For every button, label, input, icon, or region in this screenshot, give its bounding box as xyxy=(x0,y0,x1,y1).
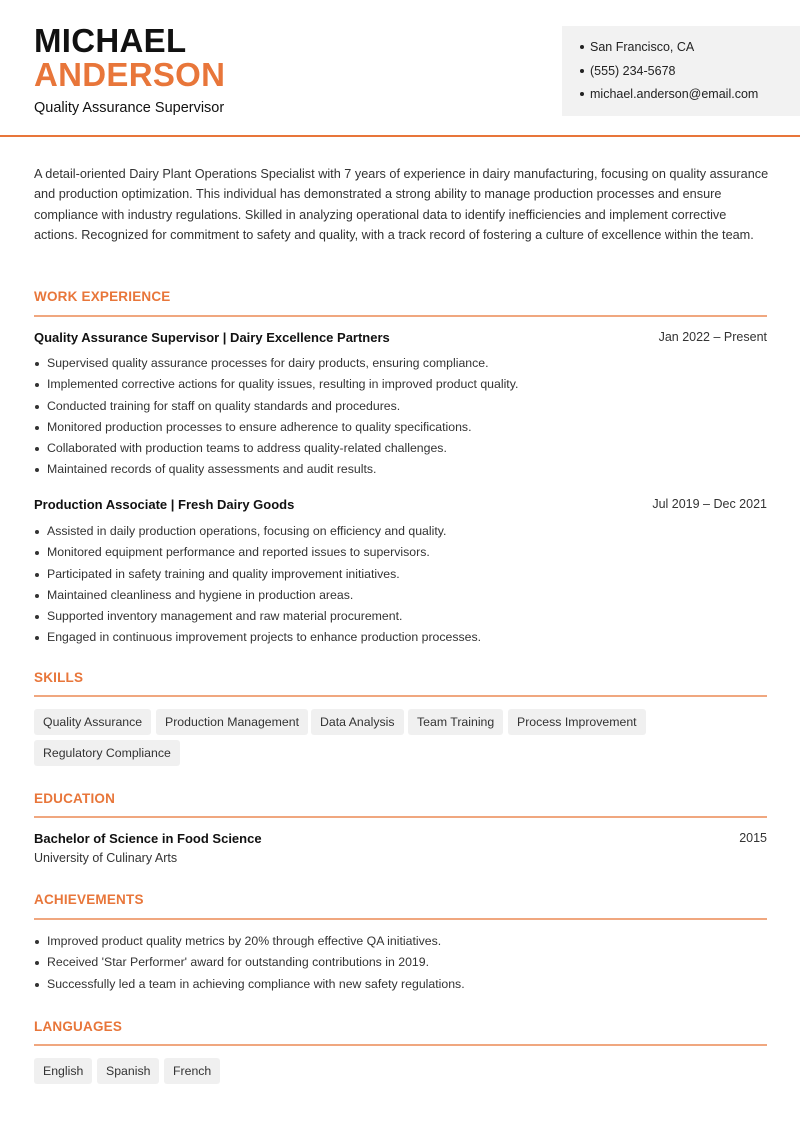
section-divider xyxy=(34,1044,767,1046)
skill-chip: Production Management xyxy=(156,709,308,735)
list-item: Maintained records of quality assessments and audit results. xyxy=(34,461,767,482)
section-title-achievements: ACHIEVEMENTS xyxy=(34,892,144,907)
skill-chip: Data Analysis xyxy=(311,709,404,735)
skill-chip: Regulatory Compliance xyxy=(34,740,180,766)
list-item: Assisted in daily production operations, focusing on efficiency and quality. xyxy=(34,523,767,544)
job-dates: Jul 2019 – Dec 2021 xyxy=(652,497,767,511)
skill-chip: Process Improvement xyxy=(508,709,646,735)
contact-email[interactable]: michael.anderson@email.com xyxy=(580,85,800,109)
contact-box xyxy=(562,26,800,116)
language-chip: English xyxy=(34,1058,92,1084)
section-title-work: WORK EXPERIENCE xyxy=(34,289,171,304)
language-chip: Spanish xyxy=(97,1058,159,1084)
job-title: Quality Assurance Supervisor xyxy=(34,100,225,116)
section-title-skills: SKILLS xyxy=(34,670,84,685)
job-bullets xyxy=(34,523,767,651)
list-item: Monitored production processes to ensure adherence to quality specifications. xyxy=(34,419,767,440)
list-item: Successfully led a team in achieving compliance with new safety regulations. xyxy=(34,976,767,997)
resume-header xyxy=(0,0,800,137)
list-item: Maintained cleanliness and hygiene in production areas. xyxy=(34,587,767,608)
list-item: Collaborated with production teams to address quality-related challenges. xyxy=(34,440,767,461)
list-item: Conducted training for staff on quality standards and procedures. xyxy=(34,398,767,419)
job-header xyxy=(34,330,767,348)
section-title-education: EDUCATION xyxy=(34,791,116,806)
list-item: Improved product quality metrics by 20% through effective QA initiatives. xyxy=(34,933,767,954)
summary-paragraph: A detail-oriented Dairy Plant Operations Specialist with 7 years of experience in dairy manufacturing, focusing on quality assurance and production optimization. This individual has demonstrated a strong ability to manage production processes and ensure compliance with industry regulations. Skilled in analyzing operational data to identify inefficiencies and implement corrective actions. Recognized for commitment to safety and quality, with a track record of fostering a culture of excellence within the team. xyxy=(34,167,769,242)
skill-chip: Team Training xyxy=(408,709,503,735)
education-year: 2015 xyxy=(739,831,767,845)
list-item: Supervised quality assurance processes for dairy products, ensuring compliance. xyxy=(34,355,767,376)
last-name: ANDERSON xyxy=(34,56,226,93)
job-bullets xyxy=(34,355,767,483)
education-degree: Bachelor of Science in Food Science xyxy=(34,831,262,846)
section-divider xyxy=(34,816,767,818)
section-title-languages: LANGUAGES xyxy=(34,1019,123,1034)
job-role: Production Associate | Fresh Dairy Goods xyxy=(34,497,295,512)
section-divider xyxy=(34,695,767,697)
list-item: Participated in safety training and quality improvement initiatives. xyxy=(34,566,767,587)
list-item: Monitored equipment performance and reported issues to supervisors. xyxy=(34,544,767,565)
first-name: MICHAEL xyxy=(34,22,187,59)
job-role: Quality Assurance Supervisor | Dairy Excellence Partners xyxy=(34,330,390,345)
contact-phone: (555) 234-5678 xyxy=(580,62,800,86)
skill-chip: Quality Assurance xyxy=(34,709,151,735)
list-item: Supported inventory management and raw material procurement. xyxy=(34,608,767,629)
list-item: Engaged in continuous improvement projects to enhance production processes. xyxy=(34,629,767,650)
contact-location: San Francisco, CA xyxy=(580,38,800,62)
job-header xyxy=(34,497,767,515)
list-item: Received 'Star Performer' award for outstanding contributions in 2019. xyxy=(34,954,767,975)
section-divider xyxy=(34,315,767,317)
list-item: Implemented corrective actions for quality issues, resulting in improved product quality. xyxy=(34,376,767,397)
achievement-bullets xyxy=(34,933,767,997)
language-chip: French xyxy=(164,1058,220,1084)
section-divider xyxy=(34,918,767,920)
education-school: University of Culinary Arts xyxy=(34,851,178,865)
job-dates: Jan 2022 – Present xyxy=(658,330,767,344)
